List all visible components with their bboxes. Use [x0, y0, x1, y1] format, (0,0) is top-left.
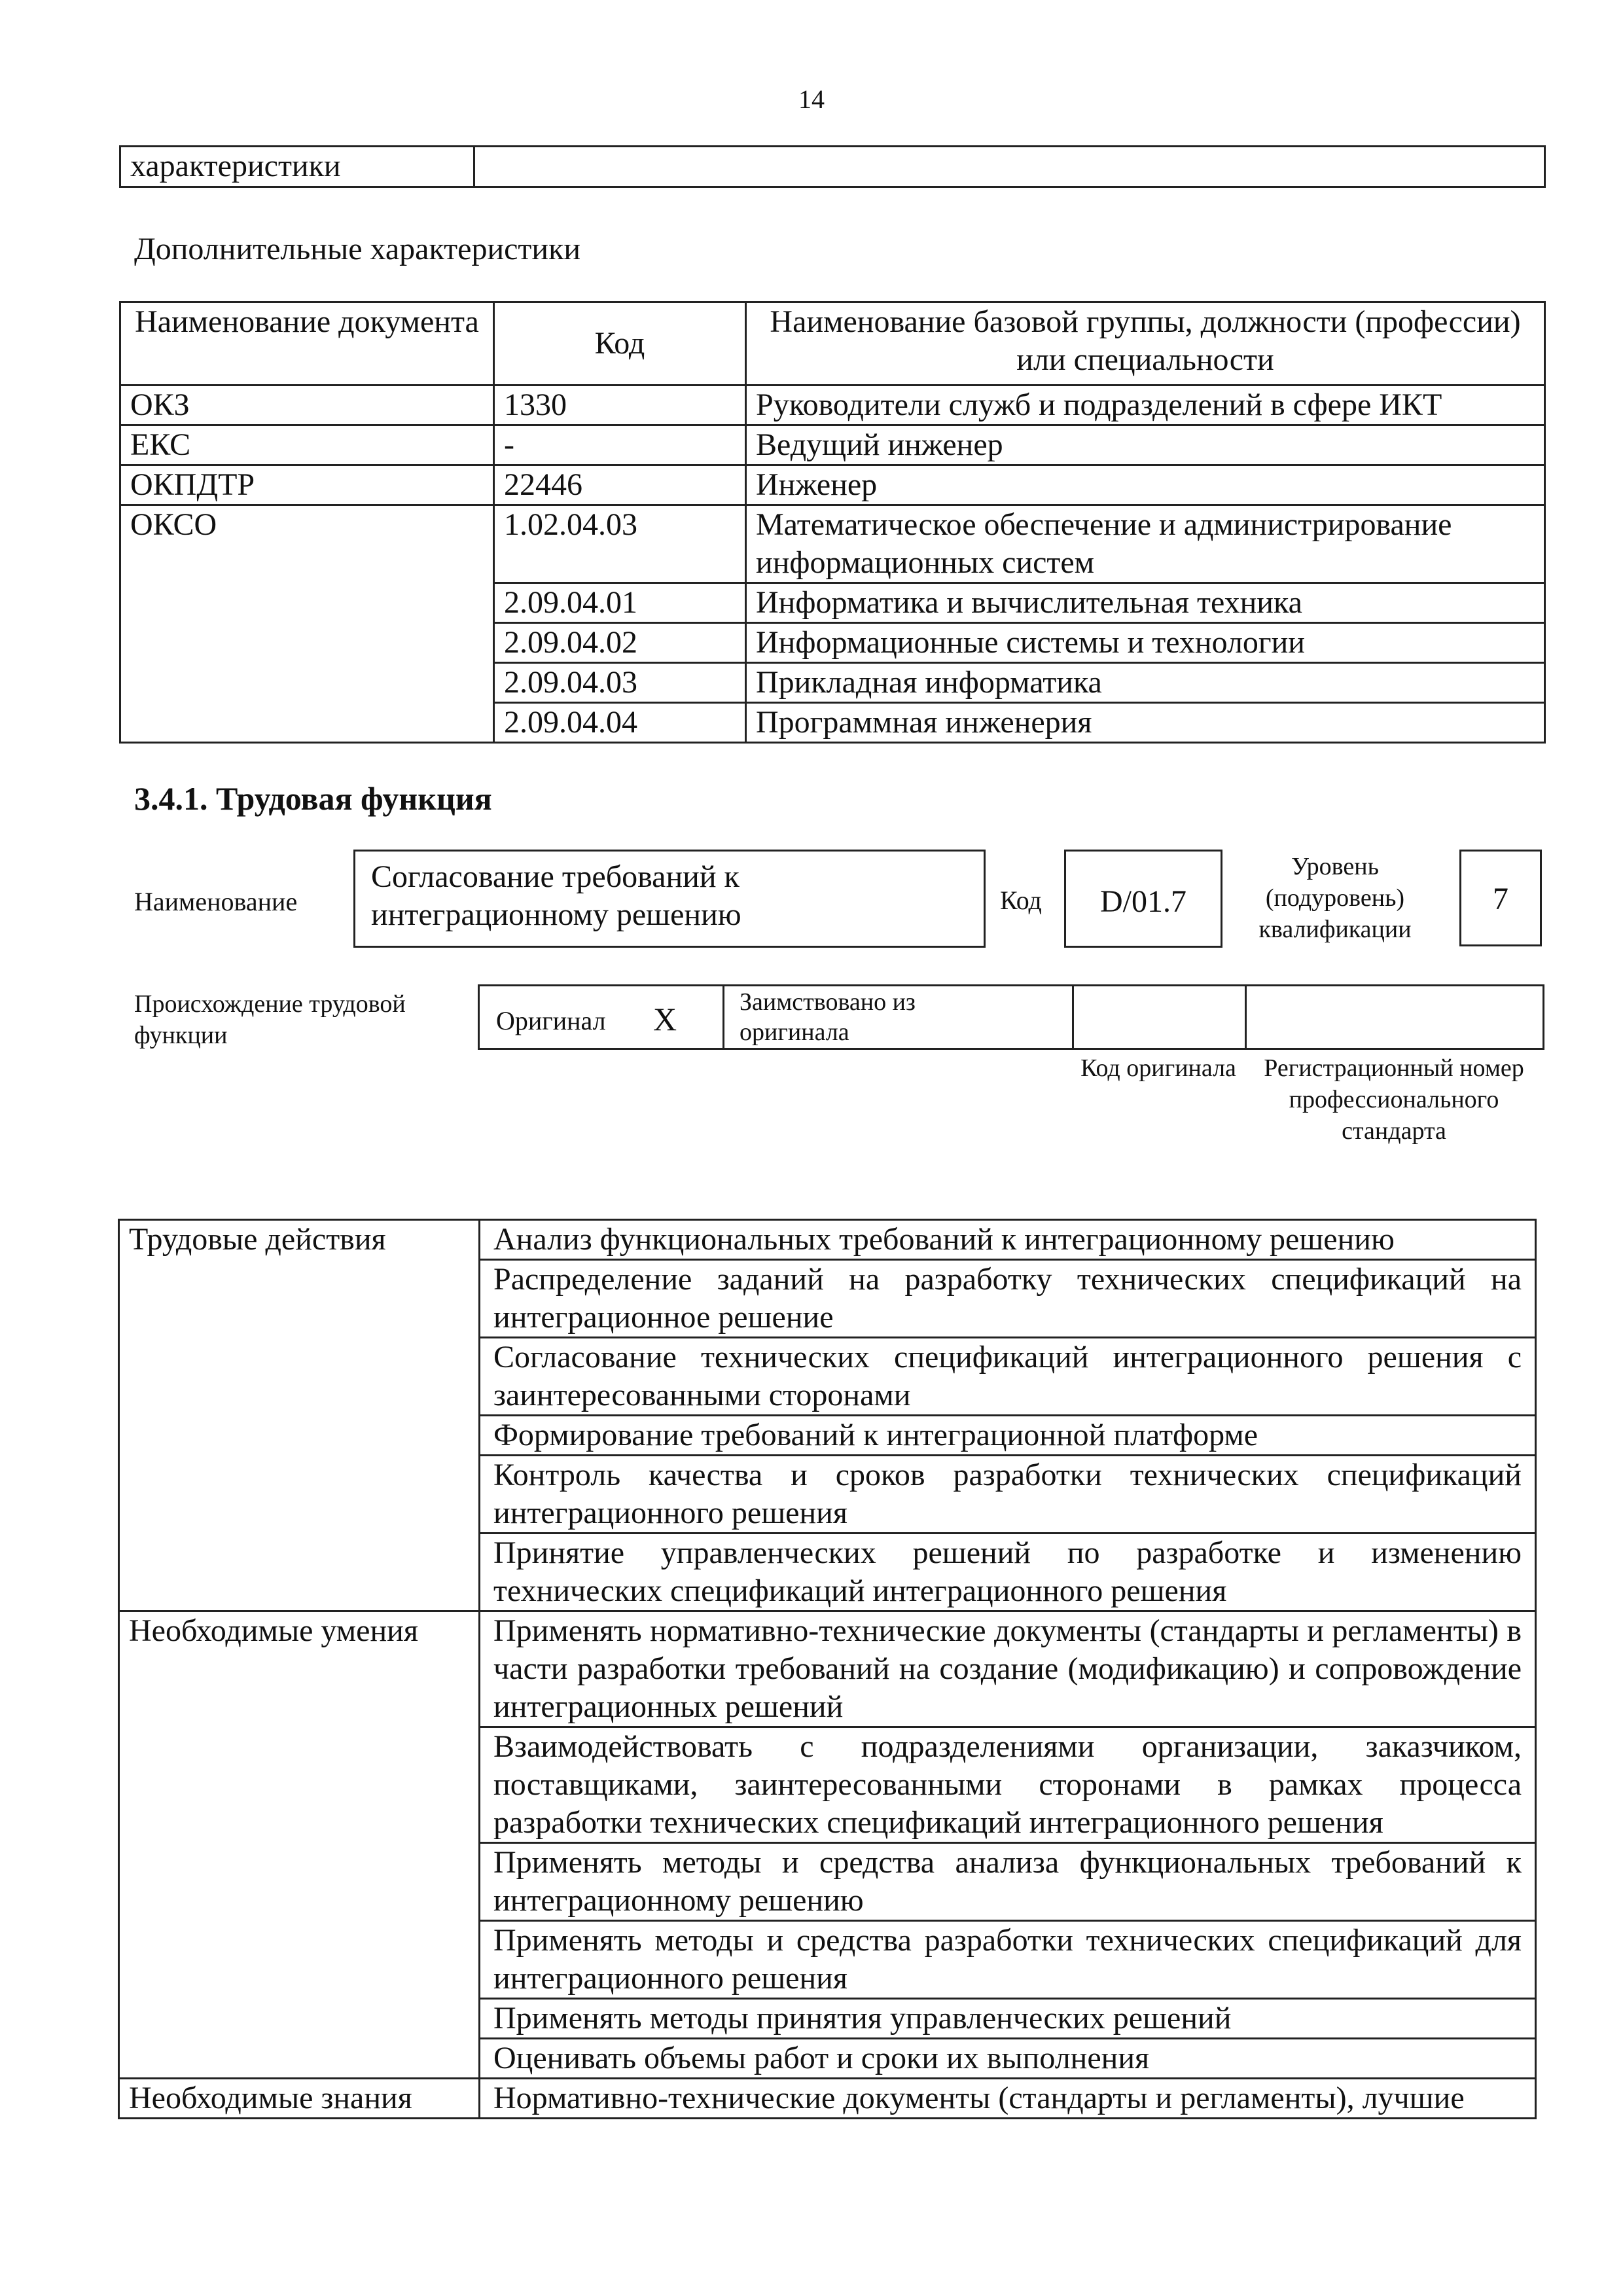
group-item: Согласование технических спецификаций интеграционного решения с заинтересованными сторонами: [480, 1338, 1536, 1416]
table-row: [119, 1220, 1536, 1260]
name-label: Наименование: [134, 887, 298, 916]
table-header-row: [120, 302, 1545, 386]
group-item: Распределение заданий на разработку технических спецификаций на интеграционное решение: [480, 1260, 1536, 1338]
code-label: Код: [1000, 886, 1042, 915]
section-title: 3.4.1. Трудовая функция: [134, 780, 492, 817]
origin-label: Происхождение трудовой функции: [134, 990, 406, 1049]
registration-number-caption: Регистрационный номер профессионального стандарта: [1264, 1054, 1524, 1145]
row-code: 2.09.04.01: [494, 583, 746, 623]
characteristics-continuation-table: [119, 145, 1546, 188]
row-document: ОКПДТР: [120, 465, 494, 505]
row-document: ОКСО: [120, 505, 494, 743]
original-code-caption: Код оригинала: [1080, 1054, 1236, 1082]
header-code: Код: [494, 302, 746, 386]
level-label: Уровень (подуровень) квалификации: [1258, 853, 1412, 943]
group-item: Контроль качества и сроков разработки технических спецификаций интеграционного решения: [480, 1456, 1536, 1534]
function-name-box: Согласование требований к интеграционному решению: [353, 850, 986, 948]
original-label: Оригинал: [496, 1006, 606, 1035]
group-item: Применять методы принятия управленческих решений: [480, 1999, 1536, 2039]
table-row: [119, 1611, 1536, 1727]
row-name: Информатика и вычислительная техника: [746, 583, 1545, 623]
characteristics-value: [474, 147, 1545, 187]
origin-divider: [722, 984, 724, 1050]
group-item: Анализ функциональных требований к интеграционному решению: [480, 1220, 1536, 1260]
group-item: Взаимодействовать с подразделениями организации, заказчиком, поставщиками, заинтересованными сторонами в рамках процесса разработки технических спецификаций интеграционного решения: [480, 1727, 1536, 1843]
row-code: 1.02.04.03: [494, 505, 746, 583]
row-name: Математическое обеспечение и администрирование информационных систем: [746, 505, 1545, 583]
function-code-box: D/01.7: [1064, 850, 1222, 948]
group-item: Формирование требований к интеграционной платформе: [480, 1416, 1536, 1456]
characteristics-label: характеристики: [120, 147, 474, 187]
row-code: 2.09.04.02: [494, 623, 746, 663]
borrowed-label: Заимствовано из оригинала: [740, 988, 916, 1046]
row-name: Инженер: [746, 465, 1545, 505]
row-document: ЕКС: [120, 425, 494, 465]
group-item: Оценивать объемы работ и сроки их выполнения: [480, 2039, 1536, 2079]
original-mark: X: [653, 1001, 677, 1037]
row-code: 1330: [494, 386, 746, 425]
row-code: 2.09.04.04: [494, 703, 746, 743]
row-name: Информационные системы и технологии: [746, 623, 1545, 663]
origin-divider: [1072, 984, 1074, 1050]
group-item: Применять методы и средства разработки технических спецификаций для интеграционного решения: [480, 1921, 1536, 1999]
header-document: Наименование документа: [120, 302, 494, 386]
header-group-name: Наименование базовой группы, должности (профессии) или специальности: [746, 302, 1545, 386]
labor-function-table: [118, 1219, 1537, 2119]
page-number: 14: [798, 84, 825, 114]
group-label: Трудовые действия: [119, 1220, 480, 1611]
table-row: [120, 465, 1545, 505]
group-item: Нормативно-технические документы (стандарты и регламенты), лучшие: [480, 2079, 1536, 2119]
row-code: 2.09.04.03: [494, 663, 746, 703]
additional-characteristics-title: Дополнительные характеристики: [134, 232, 581, 266]
row-code: 22446: [494, 465, 746, 505]
group-item: Применять нормативно-технические документы (стандарты и регламенты) в части разработки требований на создание (модификацию) и сопровождение интеграционных решений: [480, 1611, 1536, 1727]
table-row: [119, 2079, 1536, 2119]
row-document: ОКЗ: [120, 386, 494, 425]
table-row: [120, 505, 1545, 583]
table-row: [120, 386, 1545, 425]
level-value-box: 7: [1459, 850, 1542, 946]
origin-divider: [1245, 984, 1247, 1050]
row-name: Прикладная информатика: [746, 663, 1545, 703]
group-label: Необходимые умения: [119, 1611, 480, 2079]
origin-box: [478, 984, 1544, 1050]
row-name: Программная инженерия: [746, 703, 1545, 743]
table-row: [120, 425, 1545, 465]
group-item: Принятие управленческих решений по разработке и изменению технических спецификаций интеграционного решения: [480, 1534, 1536, 1611]
row-name: Ведущий инженер: [746, 425, 1545, 465]
group-item: Применять методы и средства анализа функциональных требований к интеграционному решению: [480, 1843, 1536, 1921]
additional-characteristics-table: [119, 301, 1546, 744]
row-name: Руководители служб и подразделений в сфере ИКТ: [746, 386, 1545, 425]
group-label: Необходимые знания: [119, 2079, 480, 2119]
row-code: -: [494, 425, 746, 465]
